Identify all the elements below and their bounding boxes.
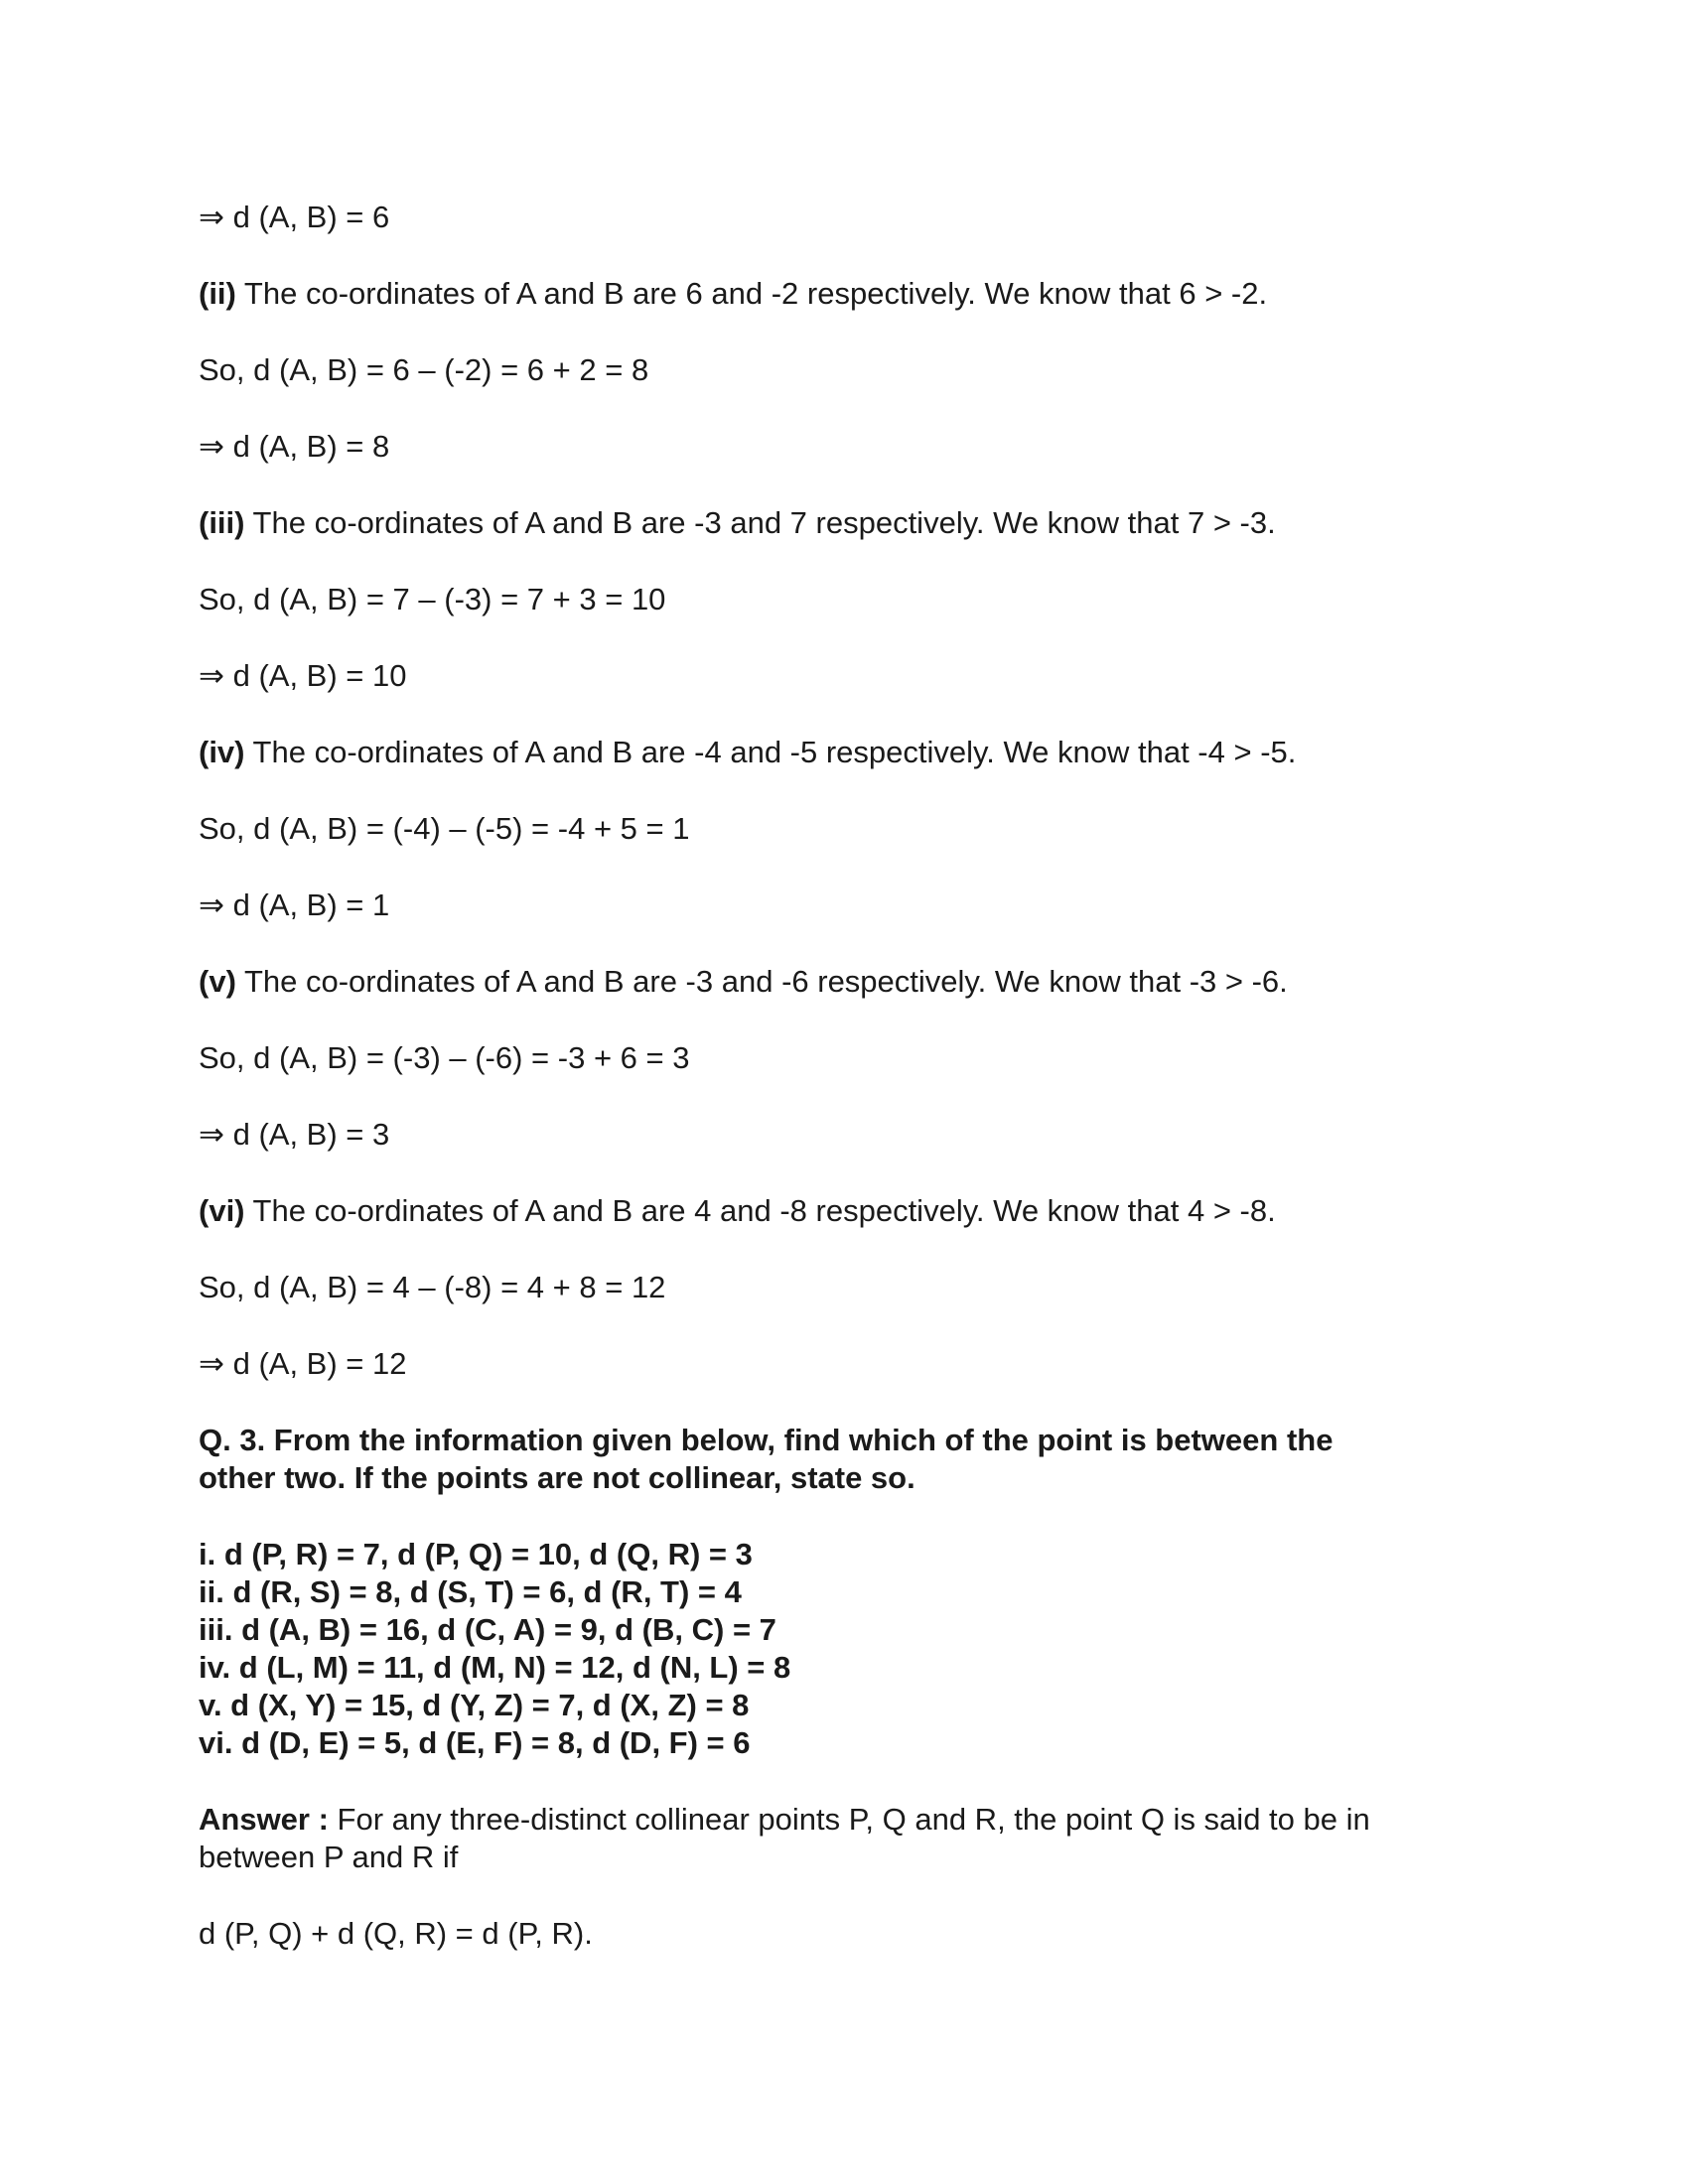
solution-vi-statement — [199, 1192, 1519, 1230]
solution-v-statement — [199, 963, 1519, 1001]
answer-label: Answer : — [199, 1802, 329, 1837]
calc-line-iv: So, d (A, B) = (-4) – (-5) = -4 + 5 = 1 — [199, 811, 690, 846]
answer-text: For any three-distinct collinear points P, Q and R, the point Q is said to be in — [328, 1802, 1370, 1837]
statement-text-vi: The co-ordinates of A and B are 4 and -8 respectively. We know that 4 > -8. — [244, 1193, 1276, 1228]
question-3-line-1: Q. 3. From the information given below, find which of the point is between the — [199, 1423, 1334, 1457]
result-line-v: ⇒ d (A, B) = 3 — [199, 1117, 390, 1152]
statement-text-iii: The co-ordinates of A and B are -3 and 7 respectively. We know that 7 > -3. — [244, 505, 1276, 540]
calc-line-ii: So, d (A, B) = 6 – (-2) = 6 + 2 = 8 — [199, 352, 649, 387]
result-line-ii: ⇒ d (A, B) = 8 — [199, 429, 390, 464]
q3-item-iv: iv. d (L, M) = 11, d (M, N) = 12, d (N, L) = 8 — [199, 1650, 791, 1685]
statement-text-ii: The co-ordinates of A and B are 6 and -2 respectively. We know that 6 > -2. — [235, 276, 1268, 311]
calc-line-vi: So, d (A, B) = 4 – (-8) = 4 + 8 = 12 — [199, 1270, 666, 1304]
solution-ii-statement — [199, 275, 1519, 313]
statement-text-v: The co-ordinates of A and B are -3 and -6 respectively. We know that -3 > -6. — [235, 964, 1288, 999]
solution-iv-statement — [199, 734, 1519, 771]
part-label-iv: (iv) — [199, 735, 245, 769]
betweenness-formula: d (P, Q) + d (Q, R) = d (P, R). — [199, 1916, 593, 1951]
q3-item-vi: vi. d (D, E) = 5, d (E, F) = 8, d (D, F) = 6 — [199, 1725, 751, 1760]
calc-line-iii: So, d (A, B) = 7 – (-3) = 7 + 3 = 10 — [199, 582, 666, 616]
result-line-i: ⇒ d (A, B) = 6 — [199, 200, 390, 234]
part-label-ii: (ii) — [199, 276, 236, 311]
result-line-iii: ⇒ d (A, B) = 10 — [199, 658, 407, 693]
statement-text-iv: The co-ordinates of A and B are -4 and -5 respectively. We know that -4 > -5. — [244, 735, 1297, 769]
result-line-vi: ⇒ d (A, B) = 12 — [199, 1346, 407, 1381]
part-label-v: (v) — [199, 964, 236, 999]
solution-iii-statement — [199, 504, 1519, 542]
q3-item-v: v. d (X, Y) = 15, d (Y, Z) = 7, d (X, Z) = 8 — [199, 1688, 750, 1722]
part-label-iii: (iii) — [199, 505, 245, 540]
q3-item-i: i. d (P, R) = 7, d (P, Q) = 10, d (Q, R) = 3 — [199, 1537, 753, 1571]
q3-item-iii: iii. d (A, B) = 16, d (C, A) = 9, d (B, C) = 7 — [199, 1612, 776, 1647]
calc-line-v: So, d (A, B) = (-3) – (-6) = -3 + 6 = 3 — [199, 1040, 690, 1075]
answer-line-2: between P and R if — [199, 1840, 459, 1874]
q3-item-ii: ii. d (R, S) = 8, d (S, T) = 6, d (R, T) = 4 — [199, 1574, 742, 1609]
part-label-vi: (vi) — [199, 1193, 245, 1228]
answer-line-1 — [199, 1801, 1519, 1839]
result-line-iv: ⇒ d (A, B) = 1 — [199, 887, 390, 922]
question-3-line-2: other two. If the points are not collinear, state so. — [199, 1460, 915, 1495]
